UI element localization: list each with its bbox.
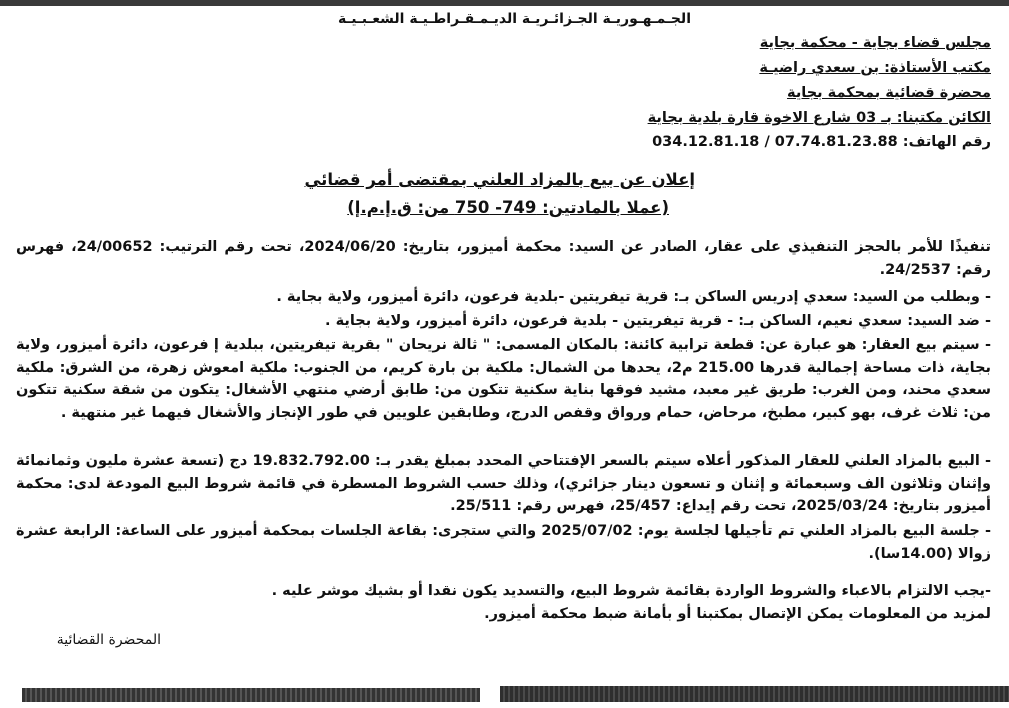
bottom-left-scan-border [22, 688, 480, 702]
office-phone: رقم الهاتف: 07.74.81.23.88 / 034.12.81.18 [652, 134, 991, 150]
property-description-paragraph: - سيتم بيع العقار: هو عبارة عن: قطعة ترابية كائنة: بالمكان المسمى: " ثالة نريحان " بقرية تيفريتين، ببلدية إ فرعون، دائرة أميزور، ولاية بجاية، ذات مساحة إجمالية قدرها 215.00 م2، يحدها من الشمال: ملكية بن بارة كريم، من الجنوب: ملكية امعوش زهرة، من الشرق: ملكية سعدي محند، ومن الغرب: طريق غير معبد، مشيد فوقها بناية سكنية تتكون من: طابق أرضي منتهي الأشغال: يتكون من شقة سكنية تتكون من: ثلاث غرف، بهو كبير، مطبخ، مرحاض، حمام ورواق وقفص الدرج، وطابقين علويين في طور الإنجاز والأشغال فيهما غير منتهية . [16, 337, 991, 421]
starting-price-paragraph: - البيع بالمزاد العلني للعقار المذكور أعلاه سيتم بالسعر الإفتتاحي المحدد بمبلغ يقدر بـ: 19.832.792.00 دج (تسعة عشرة مليون وثمانمائة وإثنان وثلاثون الف وسبعمائة و إثنان و تسعون دينار جزائري)، وذلك حسب الشروط المسطرة في قائمة شروط البيع المودعة لدى: محكمة أميزور بتاريخ: 2025/03/24، تحت رقم إيداع: 25/457، فهرس رقم: 25/511. [16, 453, 991, 514]
bottom-right-scan-border [500, 686, 1009, 702]
notice-legal-basis: (عملا بالمادتين: 749- 750 من: ق.إ.م.إ) [347, 198, 669, 217]
contact-paragraph: لمزيد من المعلومات يمكن الإتصال بمكتبنا أو بأمانة ضبط محكمة أميزور. [484, 606, 991, 622]
office-address: الكائن مكتبنا: بـ 03 شارع الاخوة قارة بلدية بجاية [647, 110, 991, 126]
signature-label: المحضرة القضائية [56, 632, 161, 648]
execution-order-paragraph: تنفيذًا للأمر بالحجز التنفيذي على عقار، الصادر عن السيد: محكمة أميزور، بتاريخ: 2024/06/20، تحت رقم الترتيب: 24/00652، فهرس رقم: 24/2537. [16, 239, 992, 278]
obligations-paragraph: -يجب الالتزام بالاعباء والشروط الواردة بقائمة شروط البيع، والتسديد يكون نقدا أو بشيك موشر عليه . [271, 583, 991, 599]
republic-heading: الجـمـهـوريـة الجـزائـريـة الديـمـقـراطـيـة الشعـبـيـة [337, 11, 691, 27]
plaintiff-paragraph: - وبطلب من السيد: سعدي إدريس الساكن بـ: قرية تيفريتين -بلدية فرعون، دائرة أميزور، ولاية بجاية . [276, 289, 991, 305]
office-role: محضرة قضائية بمحكمة بجاية [787, 85, 991, 101]
court-council: مجلس قضاء بجاية - محكمة بجاية [759, 35, 991, 51]
auction-session-paragraph: - جلسة البيع بالمزاد العلني تم تأجيلها لجلسة يوم: 2025/07/02 والتي ستجرى: بقاعة الجلسات بمحكمة أميزور على الساعة: الرابعة عشرة زوالا (14.00سا). [16, 523, 992, 562]
notice-title: إعلان عن بيع بالمزاد العلني بمقتضى أمر قضائي [304, 170, 695, 189]
office-name: مكتب الأستاذة: بن سعدي راضيـة [759, 60, 991, 76]
defendant-paragraph: - ضد السيد: سعدي نعيم، الساكن بـ: - قرية تيفريتين - بلدية فرعون، دائرة أميزور، ولاية بجاية . [325, 313, 991, 329]
